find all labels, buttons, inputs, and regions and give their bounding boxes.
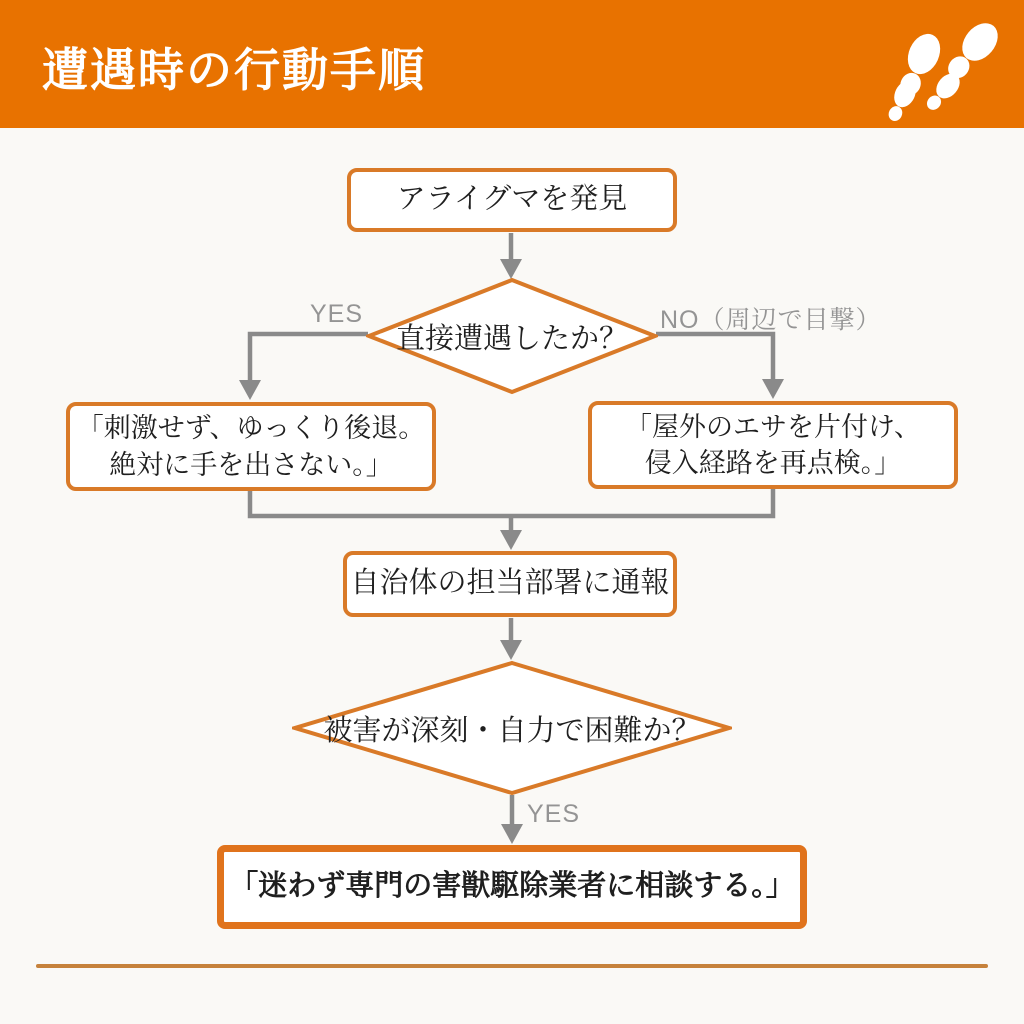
flow-node-final-label: 「迷わず専門の害獣駆除業者に相談する。」 [229,870,795,903]
flow-decision-direct-encounter [366,277,658,395]
flow-node-final-advice [217,845,807,929]
flow-node-start [347,168,677,232]
action-retreat-line1: 「刺激せず、ゆっくり後退。 [76,413,426,444]
flow-node-start-label: アライグマを発見 [396,183,628,216]
edge-label-yes1: YES [310,300,364,328]
flow-node-action-retreat [66,402,436,491]
flow-node-action-cleanup [588,401,958,489]
edge-label-no1: NO（周辺で目撃） [660,306,882,334]
page-title: 遭遇時の行動手順 [42,44,426,96]
action-cleanup-line2: 侵入経路を再点検。」 [644,448,902,478]
flow-decision-serious-damage [292,660,732,796]
flow-decision2-label: 被害が深刻・自力で困難か？ [323,714,701,747]
flow-node-report [343,551,677,617]
flow-decision1-label: 直接遭遇したか？ [395,322,628,355]
bottom-divider [36,964,988,968]
flow-node-report-label: 自治体の担当部署に通報 [350,567,670,600]
action-retreat-line2: 絶対に手を出さない。」 [109,449,393,480]
edge-label-yes2: YES [527,800,581,828]
action-cleanup-line1: 「屋外のエサを片付け、 [625,411,921,442]
